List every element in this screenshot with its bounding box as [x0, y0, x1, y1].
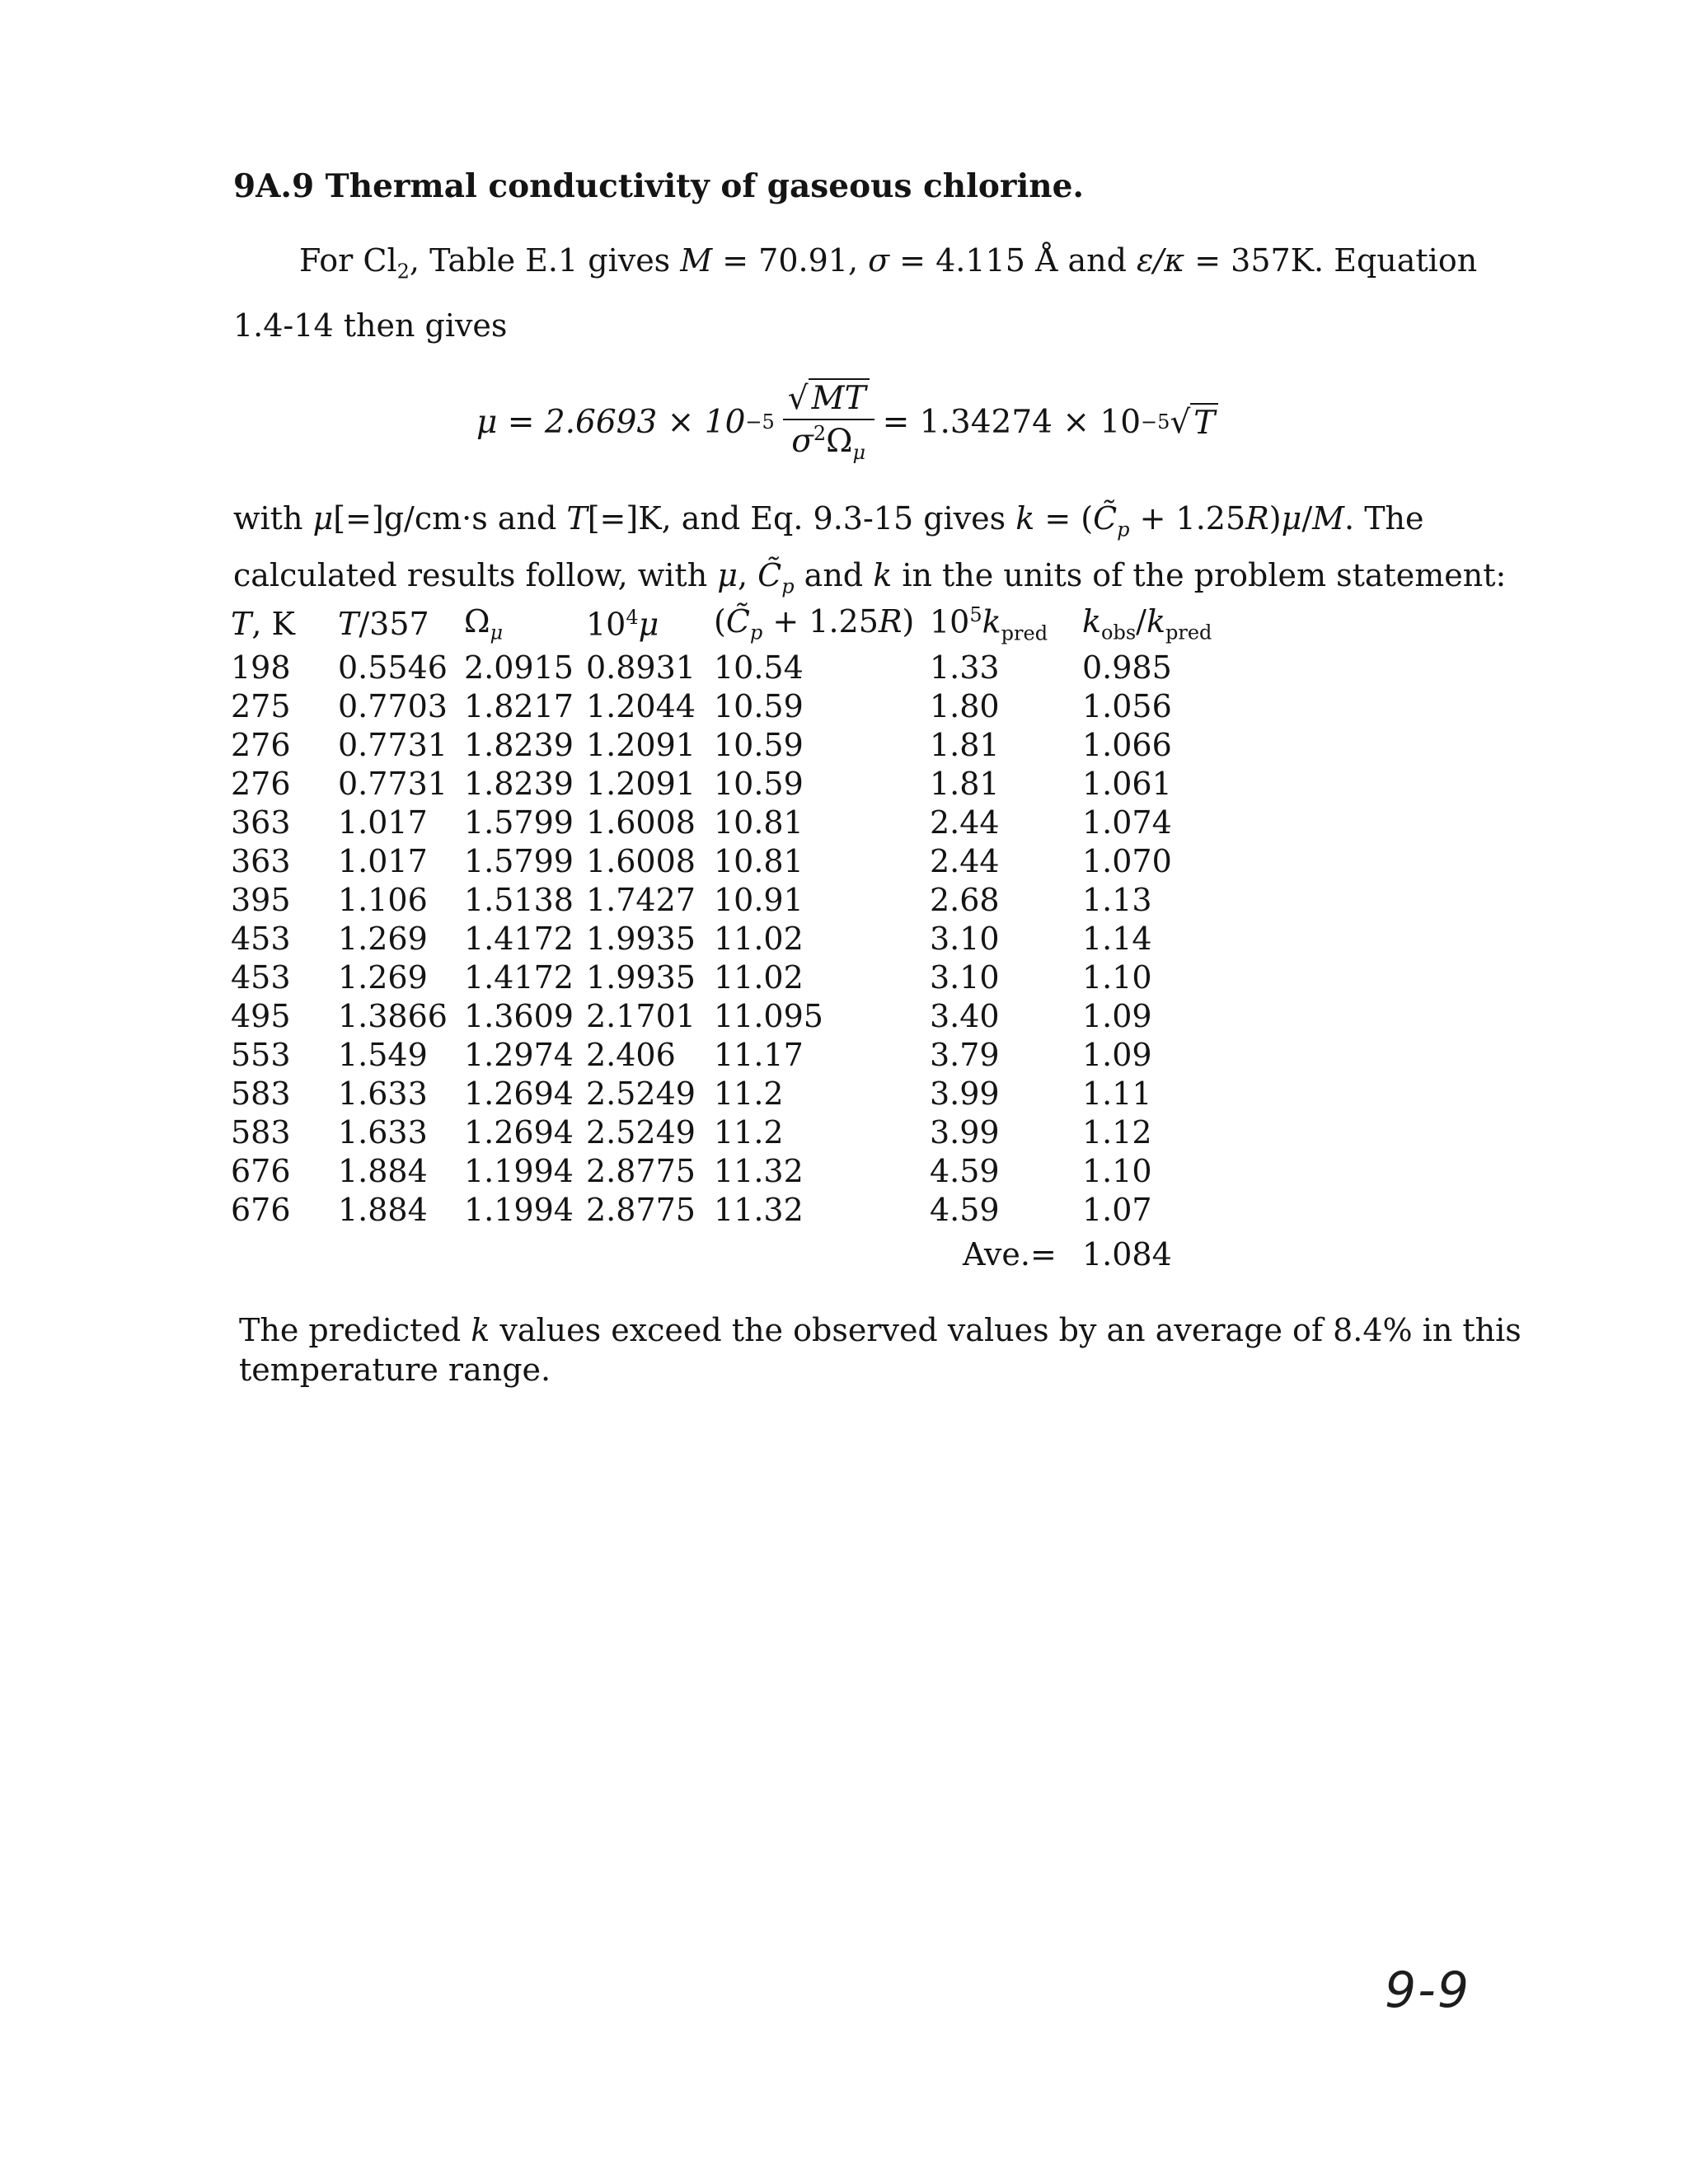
cell-collision-integral: 1.8239	[464, 726, 574, 763]
intro-line-2: 1.4-14 then gives	[233, 307, 508, 344]
intro-paragraph	[233, 234, 1478, 353]
cell-collision-integral: 1.1994	[464, 1152, 574, 1189]
cell-k-predicted: 2.44	[930, 804, 1000, 841]
cell-heat-capacity-term: 10.59	[714, 765, 804, 802]
cell-temperature: 276	[231, 765, 291, 802]
cell-reduced-temperature: 0.5546	[338, 649, 448, 686]
cell-reduced-temperature: 0.7731	[338, 765, 448, 802]
viscosity-equation: μ = 2.6693 × 10 −5 $\frac{√ MT}{\sigma^2\Omega_\mu}$ = 1.34274 × 10 −5 √ T	[476, 373, 1218, 471]
cell-temperature: 395	[231, 881, 291, 918]
table-row	[231, 1074, 1247, 1113]
header-reduced-temperature: T/357	[338, 606, 429, 642]
cell-viscosity: 2.406	[586, 1036, 676, 1073]
table-row	[231, 1190, 1247, 1229]
problem-heading: 9A.9 Thermal conductivity of gaseous chlorine.	[233, 167, 1085, 205]
table-row	[231, 1035, 1247, 1074]
table-row	[231, 1151, 1247, 1190]
cell-k-predicted: 1.81	[930, 765, 1000, 802]
table-row	[231, 841, 1247, 880]
cell-heat-capacity-term: 10.54	[714, 649, 804, 686]
cell-viscosity: 1.2091	[586, 765, 696, 802]
cell-collision-integral: 1.2694	[464, 1113, 574, 1151]
cell-k-predicted: 1.81	[930, 726, 1000, 763]
cell-temperature: 553	[231, 1036, 291, 1073]
table-row	[231, 996, 1247, 1035]
cell-reduced-temperature: 1.017	[338, 842, 428, 879]
cell-heat-capacity-term: 11.095	[714, 997, 823, 1034]
cell-k-ratio: 0.985	[1082, 649, 1172, 686]
table-row	[231, 958, 1247, 996]
cell-collision-integral: 1.1994	[464, 1191, 574, 1228]
cell-k-ratio: 1.14	[1082, 920, 1152, 957]
cell-k-ratio: 1.074	[1082, 804, 1172, 841]
cell-k-ratio: 1.12	[1082, 1113, 1152, 1151]
method-paragraph	[233, 496, 1507, 609]
cell-reduced-temperature: 0.7703	[338, 687, 448, 724]
cell-k-predicted: 3.99	[930, 1113, 1000, 1151]
cell-temperature: 198	[231, 649, 291, 686]
table-row	[231, 725, 1247, 764]
cell-k-predicted: 3.10	[930, 920, 1000, 957]
cell-heat-capacity-term: 10.59	[714, 687, 804, 724]
cell-heat-capacity-term: 11.2	[714, 1075, 784, 1112]
header-heat-capacity-term: $(C̃_p + 1.25R)$	[714, 603, 915, 644]
cell-reduced-temperature: 1.549	[338, 1036, 428, 1073]
cell-k-ratio: 1.070	[1082, 842, 1172, 879]
cell-k-ratio: 1.10	[1082, 1152, 1152, 1189]
cell-collision-integral: 2.0915	[464, 649, 574, 686]
cell-heat-capacity-term: 10.81	[714, 842, 804, 879]
table-header-row	[231, 600, 1247, 648]
table-row	[231, 687, 1247, 725]
cell-temperature: 583	[231, 1113, 291, 1151]
conclusion-line-2: temperature range.	[239, 1352, 551, 1388]
cell-viscosity: 2.5249	[586, 1075, 696, 1112]
header-temperature: T, K	[231, 606, 295, 642]
cell-k-predicted: 1.80	[930, 687, 1000, 724]
cell-temperature: 676	[231, 1152, 291, 1189]
cell-heat-capacity-term: 10.59	[714, 726, 804, 763]
table-row	[231, 803, 1247, 841]
cell-reduced-temperature: 1.269	[338, 920, 428, 957]
cell-viscosity: 1.2044	[586, 687, 696, 724]
cell-viscosity: 1.9935	[586, 920, 696, 957]
cell-reduced-temperature: 0.7731	[338, 726, 448, 763]
cell-collision-integral: 1.5799	[464, 842, 574, 879]
cell-viscosity: 1.7427	[586, 881, 696, 918]
cell-heat-capacity-term: 11.17	[714, 1036, 804, 1073]
cell-heat-capacity-term: 11.02	[714, 920, 804, 957]
cell-k-predicted: 2.68	[930, 881, 1000, 918]
cell-viscosity: 2.1701	[586, 997, 696, 1034]
cell-heat-capacity-term: 11.02	[714, 958, 804, 996]
intro-line-1: For $Cl_2$, Table E.1 gives M = 70.91, σ = 4.115 Å and ε/κ = 357K. Equation	[299, 242, 1478, 284]
cell-viscosity: 1.6008	[586, 842, 696, 879]
header-viscosity: $10^4\mu$	[586, 605, 659, 643]
table-row	[231, 764, 1247, 803]
cell-k-ratio: 1.11	[1082, 1075, 1152, 1112]
cell-k-ratio: 1.061	[1082, 765, 1172, 802]
cell-viscosity: 2.8775	[586, 1191, 696, 1228]
cell-temperature: 275	[231, 687, 291, 724]
cell-k-predicted: 2.44	[930, 842, 1000, 879]
cell-heat-capacity-term: 10.91	[714, 881, 804, 918]
header-k-predicted: $10^5k_{pred}$	[930, 602, 1048, 645]
cell-temperature: 276	[231, 726, 291, 763]
cell-temperature: 583	[231, 1075, 291, 1112]
cell-viscosity: 2.5249	[586, 1113, 696, 1151]
table-row	[231, 880, 1247, 919]
cell-k-ratio: 1.066	[1082, 726, 1172, 763]
cell-temperature: 676	[231, 1191, 291, 1228]
table-row	[231, 919, 1247, 958]
cell-k-predicted: 3.40	[930, 997, 1000, 1034]
average-label: Ave.=	[963, 1236, 1057, 1272]
average-value: 1.084	[1082, 1236, 1172, 1272]
equation-fraction: $\frac{√ MT}{\sigma^2\Omega_\mu}$	[783, 380, 874, 464]
cell-viscosity: 0.8931	[586, 649, 696, 686]
cell-k-ratio: 1.09	[1082, 997, 1152, 1034]
cell-k-ratio: 1.10	[1082, 958, 1152, 996]
cell-collision-integral: 1.5138	[464, 881, 574, 918]
cell-collision-integral: 1.5799	[464, 804, 574, 841]
cell-k-ratio: 1.056	[1082, 687, 1172, 724]
cell-collision-integral: 1.8217	[464, 687, 574, 724]
cell-k-ratio: 1.07	[1082, 1191, 1152, 1228]
average-row	[231, 1229, 1247, 1280]
results-table	[231, 600, 1247, 1280]
cell-temperature: 363	[231, 804, 291, 841]
table-row	[231, 1113, 1247, 1151]
table-body	[231, 648, 1247, 1229]
cell-collision-integral: 1.3609	[464, 997, 574, 1034]
cell-temperature: 495	[231, 997, 291, 1034]
cell-collision-integral: 1.4172	[464, 958, 574, 996]
cell-k-predicted: 4.59	[930, 1152, 1000, 1189]
method-line-2: calculated results follow, with μ, $C̃_p$ and k in the units of the problem statement:	[233, 556, 1507, 598]
cell-collision-integral: 1.2974	[464, 1036, 574, 1073]
cell-collision-integral: 1.4172	[464, 920, 574, 957]
cell-temperature: 453	[231, 920, 291, 957]
cell-heat-capacity-term: 11.32	[714, 1152, 804, 1189]
cell-k-predicted: 1.33	[930, 649, 1000, 686]
cell-viscosity: 1.6008	[586, 804, 696, 841]
cell-k-predicted: 3.79	[930, 1036, 1000, 1073]
cell-k-ratio: 1.13	[1082, 881, 1152, 918]
header-k-ratio: $k_{obs}/k_{pred}$	[1082, 603, 1212, 644]
cell-reduced-temperature: 1.017	[338, 804, 428, 841]
cell-k-predicted: 3.99	[930, 1075, 1000, 1112]
cell-reduced-temperature: 1.633	[338, 1113, 428, 1151]
conclusion-paragraph	[239, 1310, 1522, 1390]
cell-heat-capacity-term: 11.2	[714, 1113, 784, 1151]
cell-heat-capacity-term: 10.81	[714, 804, 804, 841]
conclusion-line-1: The predicted k values exceed the observed values by an average of 8.4% in this	[239, 1312, 1522, 1348]
cell-k-predicted: 3.10	[930, 958, 1000, 996]
header-collision-integral: $\Omega_\mu$	[464, 603, 504, 644]
cell-reduced-temperature: 1.3866	[338, 997, 448, 1034]
cell-k-predicted: 4.59	[930, 1191, 1000, 1228]
table-row	[231, 648, 1247, 687]
cell-temperature: 453	[231, 958, 291, 996]
cell-collision-integral: 1.2694	[464, 1075, 574, 1112]
method-line-1: with μ[=]g/cm·s and T[=]K, and Eq. 9.3-15 gives $k = (C̃_p + 1.25R)\mu/M$. The	[233, 500, 1424, 541]
cell-viscosity: 2.8775	[586, 1152, 696, 1189]
cell-k-ratio: 1.09	[1082, 1036, 1152, 1073]
cell-reduced-temperature: 1.884	[338, 1152, 428, 1189]
cell-viscosity: 1.9935	[586, 958, 696, 996]
cell-reduced-temperature: 1.633	[338, 1075, 428, 1112]
cell-reduced-temperature: 1.106	[338, 881, 428, 918]
page-number: 9-9	[1385, 1961, 1470, 2019]
cell-reduced-temperature: 1.269	[338, 958, 428, 996]
cell-reduced-temperature: 1.884	[338, 1191, 428, 1228]
cell-heat-capacity-term: 11.32	[714, 1191, 804, 1228]
cell-temperature: 363	[231, 842, 291, 879]
cell-viscosity: 1.2091	[586, 726, 696, 763]
cell-collision-integral: 1.8239	[464, 765, 574, 802]
